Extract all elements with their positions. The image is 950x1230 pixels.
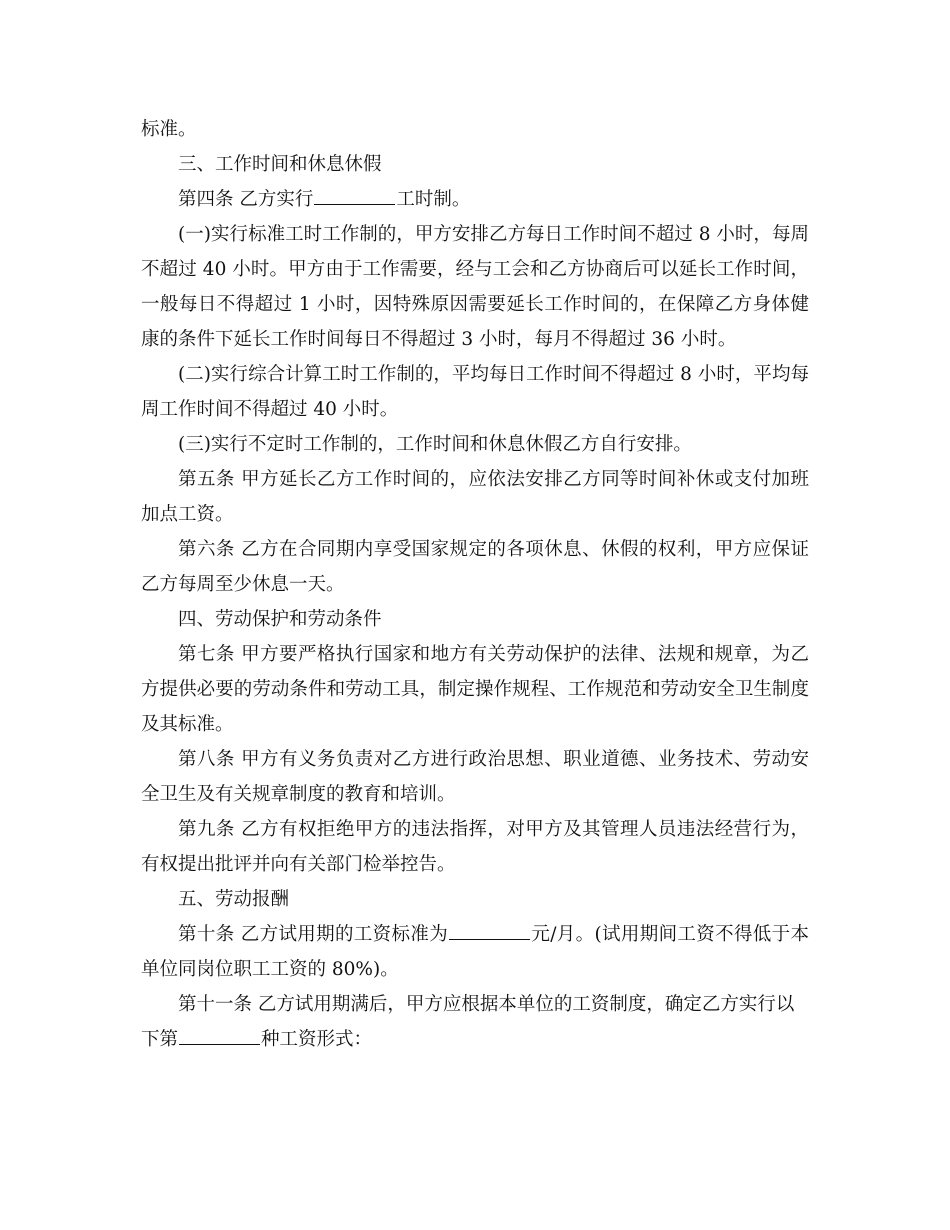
article-11-text-after: 种工资形式：: [261, 1029, 373, 1050]
fill-in-blank-probation-wage[interactable]: [449, 921, 530, 940]
article-10-text-before: 第十条 乙方试用期的工资标准为: [178, 924, 449, 945]
article-11-text-before: 下第: [141, 1029, 179, 1050]
section-heading-labor-protection: 四、劳动保护和劳动条件: [178, 609, 382, 630]
fill-in-blank-wage-form[interactable]: [179, 1026, 260, 1045]
section-heading-remuneration: 五、劳动报酬: [178, 889, 290, 910]
article-4-item-2: (二)实行综合计算工时工作制的，平均每日工作时间不得超过 8 小时，平均每周工作时间不得超过 40 小时。: [141, 364, 809, 420]
article-7: 第七条 甲方要严格执行国家和地方有关劳动保护的法律、法规和规章，为乙方提供必要的劳动条件和劳动工具，制定操作规程、工作规范和劳动安全卫生制度及其标准。: [141, 644, 809, 735]
article-9: 第九条 乙方有权拒绝甲方的违法指挥，对甲方及其管理人员违法经营行为，有权提出批评并向有关部门检举控告。: [141, 819, 809, 875]
article-4-item-1: (一)实行标准工时工作制的，甲方安排乙方每日工作时间不超过 8 小时，每周不超过 40 小时。甲方由于工作需要，经与工会和乙方协商后可以延长工作时间，一般每日不得超过 1 小时，因特殊原因需要延长工作时间的，在保障乙方身体健康的条件下延长工作时间每日不得超过 3 小时，每月不得超过 36 小时。: [141, 224, 809, 350]
article-5: 第五条 甲方延长乙方工作时间的，应依法安排乙方同等时间补休或支付加班加点工资。: [141, 469, 809, 525]
article-11-continuation: [141, 1022, 809, 1057]
paragraph-continuation: 标准。: [141, 119, 197, 140]
article-4-item-3: (三)实行不定时工作制的，工作时间和休息休假乙方自行安排。: [178, 434, 692, 455]
article-10-text-after: 元/月。(试用期间工资不得低于本单位同岗位职工工资的 80%)。: [141, 924, 809, 980]
article-6: 第六条 乙方在合同期内享受国家规定的各项休息、休假的权利，甲方应保证乙方每周至少休息一天。: [141, 539, 809, 595]
document-body: [141, 112, 809, 1057]
article-4-text-after: 工时制。: [396, 189, 471, 210]
article-4: [141, 182, 809, 217]
article-11: 第十一条 乙方试用期满后，甲方应根据本单位的工资制度，确定乙方实行以: [178, 994, 795, 1015]
article-4-text-before: 第四条 乙方实行: [178, 189, 314, 210]
fill-in-blank-work-hour-system[interactable]: [314, 186, 395, 205]
article-8: 第八条 甲方有义务负责对乙方进行政治思想、职业道德、业务技术、劳动安全卫生及有关规章制度的教育和培训。: [141, 749, 809, 805]
section-heading-work-hours: 三、工作时间和休息休假: [178, 154, 382, 175]
article-10: [141, 917, 809, 987]
